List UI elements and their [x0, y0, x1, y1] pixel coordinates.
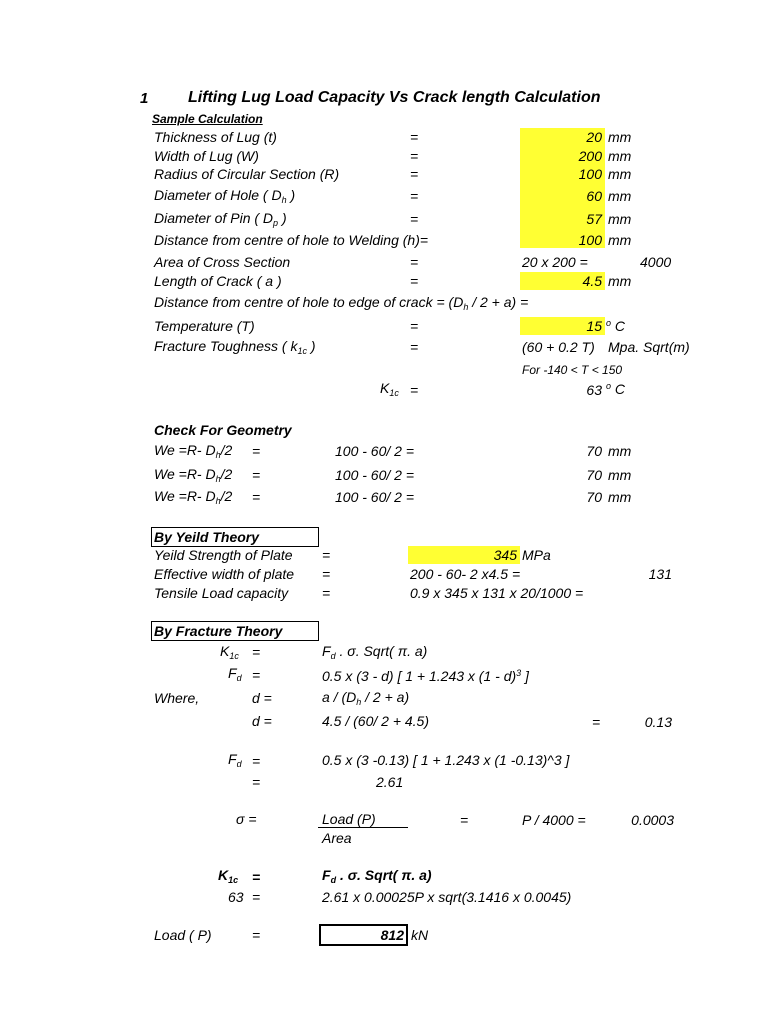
- temp-eq: =: [410, 318, 419, 334]
- k1c-bold-eq: =: [252, 869, 261, 885]
- page-title: Lifting Lug Load Capacity Vs Crack length Calculation: [188, 89, 601, 106]
- sigma-denominator: Area: [322, 830, 352, 846]
- d-expr: $a / (D_h / 2 + a)$: [322, 689, 410, 707]
- calc-eq: =: [252, 889, 261, 905]
- thickness-label: Thickness of Lug (t): [154, 129, 277, 145]
- yield-strength-value[interactable]: 345: [493, 547, 517, 563]
- d-eq: =: [592, 714, 601, 730]
- calc-lhs: 63: [228, 889, 244, 905]
- toughness-expr: (60 + 0.2 T): [522, 339, 595, 355]
- d-label-1: d =: [252, 690, 272, 706]
- geometry-row-3-value: 70: [586, 489, 602, 505]
- geometry-row-3-unit: mm: [608, 489, 632, 505]
- yield-strength-eq: =: [322, 547, 331, 563]
- distance-label: Distance from centre of hole to Welding (h)=: [154, 232, 429, 248]
- effective-width-eq: =: [322, 566, 331, 582]
- k1c-label: $K_{1c}$: [380, 380, 399, 398]
- width-eq: =: [410, 148, 419, 164]
- yield-strength-unit: MPa: [522, 547, 551, 563]
- toughness-eq: =: [410, 339, 419, 355]
- fracture-fd-expr: 0.5 x (3 - d) [ 1 + 1.243 x (1 - d)$^3$ ]: [322, 668, 529, 684]
- geometry-row-1-value: 70: [586, 443, 602, 459]
- load-eq: =: [252, 927, 261, 943]
- yield-strength-label: Yeild Strength of Plate: [154, 547, 293, 563]
- fracture-k1c-expr: $F_d$ . σ. Sqrt( π. a): [322, 643, 428, 661]
- radius-label: Radius of Circular Section (R): [154, 166, 340, 182]
- fd-calc-label: $F_d$: [228, 751, 242, 769]
- area-eq: =: [410, 254, 419, 270]
- fd-result-eq: =: [252, 774, 261, 790]
- k1c-value: 63: [586, 382, 602, 398]
- section-number: 1: [140, 90, 149, 107]
- hole-value[interactable]: 60: [586, 188, 602, 204]
- fd-result: 2.61: [376, 774, 404, 790]
- where-label: Where,: [154, 690, 200, 706]
- tensile-load-expr: 0.9 x 345 x 131 x 20/1000 =: [410, 585, 584, 601]
- thickness-value[interactable]: 20: [586, 129, 602, 145]
- load-value: 812: [380, 927, 404, 943]
- geometry-row-1-label: We =R- $D_h/2$: [154, 442, 233, 460]
- toughness-label: Fracture Toughness ( $k_{1c}$ ): [154, 338, 316, 356]
- geometry-row-2-unit: mm: [608, 467, 632, 483]
- temp-value[interactable]: 15: [586, 318, 602, 334]
- fracture-fd-eq: =: [252, 667, 261, 683]
- thickness-unit: mm: [608, 129, 632, 145]
- d-label-2: d =: [252, 713, 272, 729]
- effective-width-value: 131: [648, 566, 672, 582]
- hole-unit: mm: [608, 188, 632, 204]
- temp-label: Temperature (T): [154, 318, 255, 334]
- distance-unit: mm: [608, 232, 632, 248]
- load-label: Load ( P): [154, 927, 212, 943]
- crack-eq: =: [410, 273, 419, 289]
- sigma-numerator: Load (P): [322, 811, 376, 827]
- geometry-row-1-expr: 100 - 60/ 2 =: [335, 443, 415, 459]
- pin-unit: mm: [608, 211, 632, 227]
- radius-unit: mm: [608, 166, 632, 182]
- geometry-row-1-eq: =: [252, 443, 261, 459]
- k1c-bold-label: $K_{1c}$: [218, 867, 239, 885]
- tensile-load-eq: =: [322, 585, 331, 601]
- k1c-bold-expr: $F_d$ . σ. Sqrt( π. a): [322, 867, 432, 885]
- area-label: Area of Cross Section: [154, 254, 291, 270]
- sigma-label: σ =: [236, 811, 257, 827]
- load-unit: kN: [411, 927, 429, 943]
- sample-calculation-heading: Sample Calculation: [152, 112, 263, 126]
- geometry-heading: Check For Geometry: [154, 422, 292, 438]
- geometry-row-2-expr: 100 - 60/ 2 =: [335, 467, 415, 483]
- width-unit: mm: [608, 148, 632, 164]
- fd-calc-eq: =: [252, 753, 261, 769]
- k1c-unit: $^o$ C: [606, 381, 626, 397]
- width-value[interactable]: 200: [578, 148, 602, 164]
- area-expr: 20 x 200 =: [522, 254, 588, 270]
- effective-width-label: Effective width of plate: [154, 566, 295, 582]
- calc-expr: 2.61 x 0.00025P x sqrt(3.1416 x 0.0045): [322, 889, 572, 905]
- geometry-row-2-eq: =: [252, 467, 261, 483]
- k1c-eq: =: [410, 382, 419, 398]
- distance-value[interactable]: 100: [578, 232, 602, 248]
- geometry-row-3-eq: =: [252, 489, 261, 505]
- fd-calc-expr: 0.5 x (3 -0.13) [ 1 + 1.243 x (1 -0.13)^3 ]: [322, 752, 570, 768]
- crack-value[interactable]: 4.5: [582, 273, 602, 289]
- crack-unit: mm: [608, 273, 632, 289]
- area-result: 4000: [640, 254, 672, 270]
- fracture-heading: By Fracture Theory: [154, 623, 283, 639]
- thickness-eq: =: [410, 129, 419, 145]
- width-label: Width of Lug (W): [154, 148, 259, 164]
- fraction-bar: [318, 827, 408, 828]
- sigma-eq: =: [460, 812, 469, 828]
- hole-label: Diameter of Hole ( $D_h$ ): [154, 187, 296, 205]
- fracture-k1c-eq: =: [252, 644, 261, 660]
- edge-label: Distance from centre of hole to edge of crack = $(D_h / 2 + a)$ =: [154, 294, 529, 312]
- geometry-row-2-label: We =R- $D_h/2$: [154, 466, 233, 484]
- geometry-row-1-unit: mm: [608, 443, 632, 459]
- fracture-fd-label: $F_d$: [228, 665, 242, 683]
- radius-value[interactable]: 100: [578, 166, 602, 182]
- sigma-value: 0.0003: [631, 812, 674, 828]
- crack-label: Length of Crack ( a ): [154, 273, 282, 289]
- geometry-row-2-value: 70: [586, 467, 602, 483]
- yield-heading: By Yeild Theory: [154, 529, 260, 545]
- temperature-range-note: For -140 < T < 150: [522, 363, 623, 377]
- hole-eq: =: [410, 188, 419, 204]
- pin-value[interactable]: 57: [586, 211, 602, 227]
- effective-width-expr: 200 - 60- 2 x4.5 =: [410, 566, 521, 582]
- temp-unit: $^o$ C: [606, 318, 626, 334]
- sigma-expr: P / 4000 =: [522, 812, 586, 828]
- pin-label: Diameter of Pin ( $D_p$ ): [154, 210, 287, 228]
- pin-eq: =: [410, 211, 419, 227]
- radius-eq: =: [410, 166, 419, 182]
- geometry-row-3-expr: 100 - 60/ 2 =: [335, 489, 415, 505]
- toughness-unit: Mpa. Sqrt(m): [608, 339, 690, 355]
- fracture-k1c-label: $K_{1c}$: [220, 643, 239, 661]
- d-expr-numeric: 4.5 / (60/ 2 + 4.5): [322, 713, 430, 729]
- d-value: 0.13: [644, 714, 672, 730]
- geometry-row-3-label: We =R- $D_h/2$: [154, 488, 233, 506]
- tensile-load-label: Tensile Load capacity: [154, 585, 289, 601]
